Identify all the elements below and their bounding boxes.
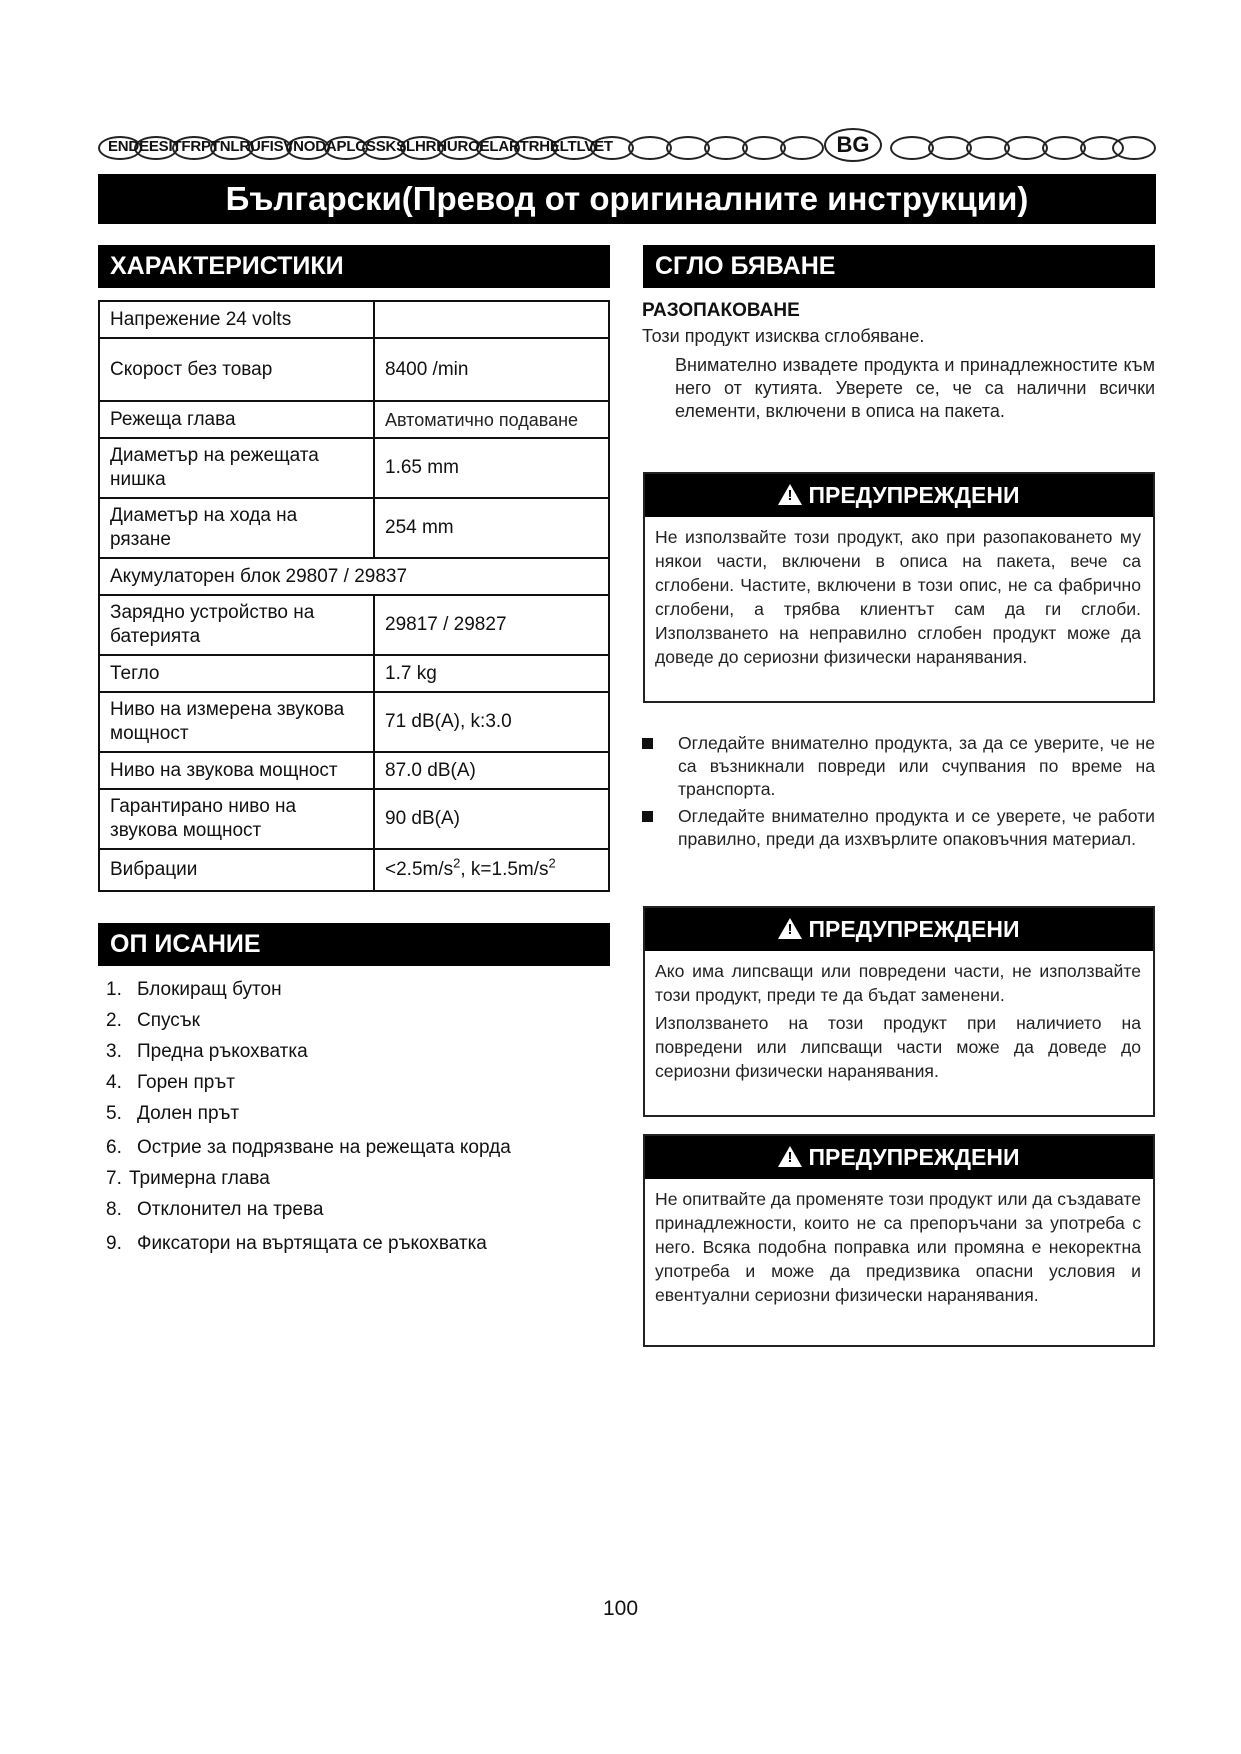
item-text: Фиксатори на въртящата се ръкохватка	[137, 1233, 487, 1254]
assembly-header: СГЛО БЯВАНЕ	[643, 245, 1155, 288]
spec-value	[374, 301, 609, 338]
list-item	[106, 1103, 239, 1125]
spec-label: Диаметър на хода на рязане	[99, 498, 374, 558]
spec-label: Тегло	[99, 655, 374, 692]
list-item	[106, 1233, 487, 1255]
item-number: 6.	[106, 1137, 122, 1158]
vibration-sup-b: 2	[548, 855, 556, 871]
bullet-item: Огледайте внимателно продукта и се уверете, че работи правилно, преди да изхвърлите опаковъчния материал.	[640, 805, 1155, 851]
table-row	[99, 752, 609, 789]
language-strip	[98, 132, 1156, 162]
warning-text: Използването на този продукт при наличието на повредени или липсващи части може да доведе до сериозни физически наранявания.	[655, 1013, 1141, 1081]
active-language-badge: BG	[824, 128, 882, 162]
item-number: 3.	[106, 1041, 122, 1062]
item-text: Острие за подрязване на режещата корда	[137, 1137, 511, 1158]
table-row	[99, 401, 609, 438]
table-row	[99, 595, 609, 655]
list-item	[106, 1010, 200, 1032]
item-text: Предна ръкохватка	[137, 1041, 308, 1062]
warning-title: ПРЕДУПРЕЖДЕНИ	[808, 482, 1020, 508]
warning-body	[645, 951, 1153, 1093]
list-item	[106, 979, 282, 1001]
list-item	[106, 1199, 323, 1221]
item-text: Блокиращ бутон	[137, 979, 282, 1000]
item-number: 1.	[106, 979, 122, 1000]
warning-body	[645, 517, 1153, 679]
item-number: 9.	[106, 1233, 122, 1254]
item-text: Долен прът	[137, 1103, 240, 1124]
spec-label: Напрежение 24 volts	[99, 301, 374, 338]
item-number: 7.	[106, 1168, 122, 1189]
spec-label: Акумулаторен блок 29807 / 29837	[99, 558, 609, 595]
spec-value: 254 mm	[374, 498, 609, 558]
list-item	[106, 1137, 511, 1159]
warning-box-2	[643, 906, 1155, 1117]
assembly-intro: Този продукт изисква сглобяване.	[642, 326, 925, 346]
warning-body	[645, 1179, 1153, 1317]
spec-value: Автоматично подаване	[374, 401, 609, 438]
page-title: Български(Превод от оригиналните инструкции)	[98, 174, 1156, 224]
warning-title: ПРЕДУПРЕЖДЕНИ	[808, 1144, 1020, 1170]
bullet-item: Огледайте внимателно продукта, за да се уверите, че не са възникнали повреди или счупвания по време на транспорта.	[640, 732, 1155, 801]
warning-triangle-icon	[778, 484, 802, 505]
table-row	[99, 789, 609, 849]
spec-value: 1.65 mm	[374, 438, 609, 498]
item-text: Отклонител на трева	[137, 1199, 324, 1220]
item-number: 5.	[106, 1103, 122, 1124]
vibration-sup-a: 2	[453, 855, 461, 871]
warning-text: Не опитвайте да променяте този продукт или да създавате принадлежности, които не са препоръчани за употреба с него. Всяка подобна поправка или промяна е некоректна употреба и може да предизвика опасни условия и евентуални сериозни физически наранявания.	[655, 1189, 1141, 1305]
vibration-value-b: , k=1.5m/s	[460, 859, 549, 880]
spec-value-vibration	[374, 849, 609, 891]
item-number: 2.	[106, 1010, 122, 1031]
spec-label: Зарядно устройство на батерията	[99, 595, 374, 655]
warning-header	[645, 1136, 1153, 1179]
warning-box-3	[643, 1134, 1155, 1347]
warning-header	[645, 908, 1153, 951]
list-item	[106, 1168, 270, 1190]
spec-value: 8400 /min	[374, 338, 609, 401]
spec-label: Ниво на звукова мощност	[99, 752, 374, 789]
spec-value: 71 dB(A), k:3.0	[374, 692, 609, 752]
assembly-instruction: Внимателно извадете продукта и принадлежностите към него от кутията. Уверете се, че са налични всички елементи, включени в описа на пакета.	[675, 355, 1155, 421]
table-row	[99, 338, 609, 401]
item-text: Горен прът	[137, 1072, 235, 1093]
specs-table	[98, 300, 610, 892]
warning-header	[645, 474, 1153, 517]
vibration-value-a: <2.5m/s	[385, 859, 454, 880]
unpacking-subheading: РАЗОПАКОВАНЕ	[642, 300, 800, 321]
spec-label: Вибрации	[99, 849, 374, 891]
table-row	[99, 558, 609, 595]
spec-value: 29817 / 29827	[374, 595, 609, 655]
spec-value: 87.0 dB(A)	[374, 752, 609, 789]
warning-text: Не използвайте този продукт, ако при разопаковането му някои части, включени в описа на пакета, вече са сглобени. Частите, включени в този опис, не са фабрично сглобени, а трябва клиентът сам да ги сглоби. Използването на неправилно сглобен продукт може да доведе до сериозни физически наранявания.	[655, 527, 1141, 667]
spec-label: Диаметър на режещата нишка	[99, 438, 374, 498]
list-item	[106, 1072, 235, 1094]
warning-text: Ако има липсващи или повредени части, не използвайте този продукт, преди те да бъдат заменени.	[655, 961, 1141, 1005]
warning-box-1	[643, 472, 1155, 703]
table-row	[99, 849, 609, 891]
language-codes: ENDEESITFRPTNLRUFISVNODAPLCSSKSLHRHUROELARTRHELTLVET	[108, 138, 613, 155]
table-row	[99, 438, 609, 498]
spec-label: Режеща глава	[99, 401, 374, 438]
spec-value: 1.7 kg	[374, 655, 609, 692]
table-row	[99, 655, 609, 692]
table-row	[99, 498, 609, 558]
spec-label: Скорост без товар	[99, 338, 374, 401]
table-row	[99, 301, 609, 338]
spec-value: 90 dB(A)	[374, 789, 609, 849]
description-header: ОП ИСАНИЕ	[98, 923, 610, 966]
warning-triangle-icon	[778, 1146, 802, 1167]
item-number: 4.	[106, 1072, 122, 1093]
spec-label: Ниво на измерена звукова мощност	[99, 692, 374, 752]
specs-header: ХАРАКТЕРИСТИКИ	[98, 245, 610, 288]
item-text: Тримерна глава	[129, 1168, 270, 1189]
warning-triangle-icon	[778, 918, 802, 939]
list-item	[106, 1041, 308, 1063]
item-text: Спусък	[137, 1010, 200, 1031]
table-row	[99, 692, 609, 752]
inspection-bullets	[640, 732, 1155, 855]
item-number: 8.	[106, 1199, 122, 1220]
page-number: 100	[602, 1597, 639, 1620]
warning-title: ПРЕДУПРЕЖДЕНИ	[808, 916, 1020, 942]
spec-label: Гарантирано ниво на звукова мощност	[99, 789, 374, 849]
